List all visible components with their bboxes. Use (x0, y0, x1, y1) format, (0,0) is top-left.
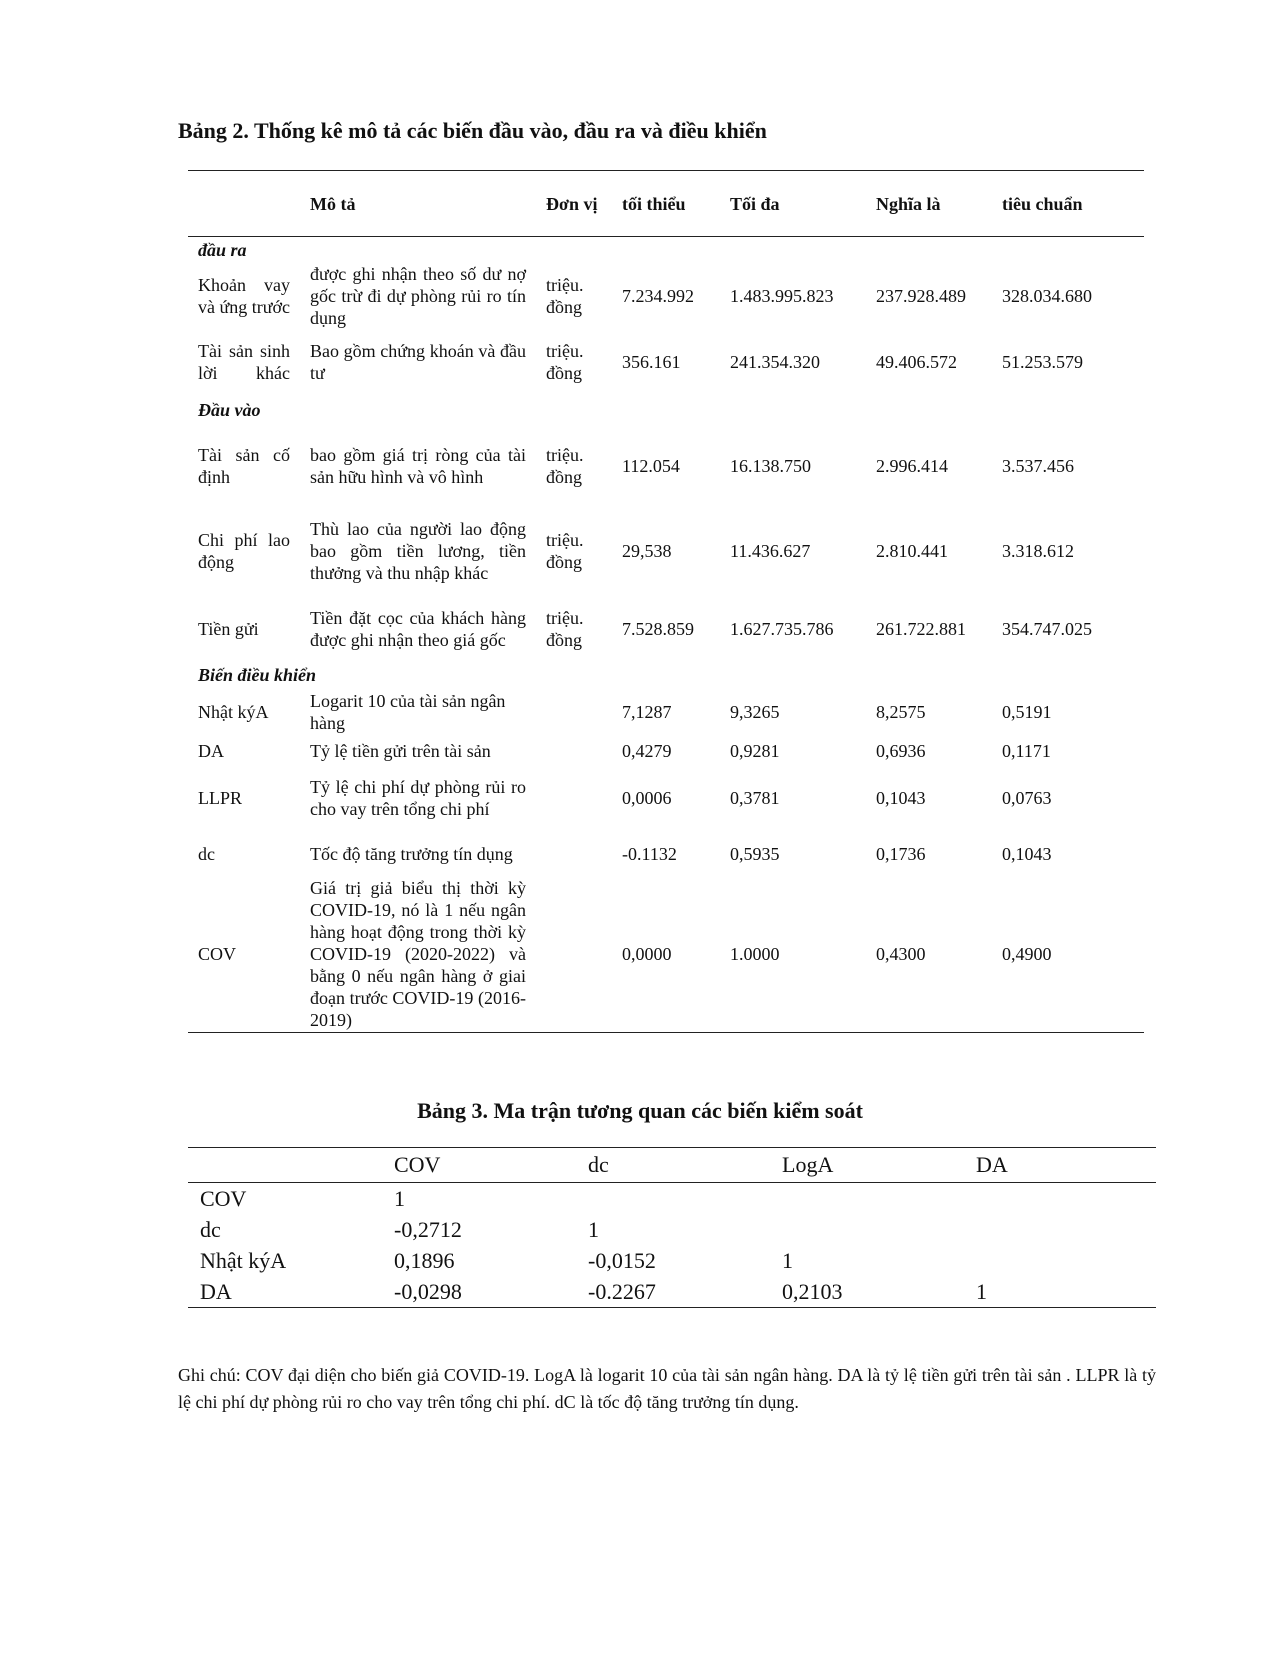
variable-name: Tiền gửi (198, 618, 259, 639)
variable-name: Tài sản cố định (198, 444, 290, 487)
value-min: 356.161 (622, 351, 681, 372)
variable-unit: triệu. đồng (546, 607, 584, 650)
variable-name: Tài sản sinh lời khác (198, 340, 290, 383)
value-mean: 49.406.572 (876, 351, 957, 372)
table3-title: Bảng 3. Ma trận tương quan các biến kiểm soát (417, 1098, 863, 1123)
table3-header-cell (188, 1148, 382, 1183)
section-label: Biến điều khiển (198, 664, 317, 685)
table-note: Ghi chú: COV đại diện cho biến giả COVID-19. LogA là logarit 10 của tài sản ngân hàng. DA là tỷ lệ tiền gửi trên tài sản . LLPR là tỷ lệ chi phí dự phòng rủi ro cho vay trên tổng chi phí. dC là tốc độ tăng trưởng tín dụng. (178, 1365, 1156, 1412)
variable-name: Khoản vay và ứng trước (198, 274, 291, 317)
value-max: 0,3781 (730, 787, 780, 808)
table-row (188, 765, 1144, 831)
value-std: 354.747.025 (1002, 618, 1092, 639)
variable-unit (536, 877, 612, 1033)
variable-name: Chi phí lao động (198, 529, 290, 572)
value-max: 241.354.320 (730, 351, 820, 372)
variable-unit: triệu. đồng (546, 444, 584, 487)
table-row (188, 1214, 1156, 1245)
correlation-cell: 1 (964, 1276, 1156, 1308)
descriptive-statistics-table (188, 170, 1144, 1033)
correlation-matrix-table (188, 1147, 1156, 1308)
value-min: 112.054 (622, 455, 680, 476)
correlation-cell (576, 1183, 770, 1215)
value-std: 0,5191 (1002, 701, 1052, 722)
table2-section-row (188, 237, 1144, 263)
row-label: DA (188, 1276, 382, 1308)
variable-unit (536, 765, 612, 831)
correlation-cell: 0,2103 (770, 1276, 964, 1308)
table3-header-cell: LogA (770, 1148, 964, 1183)
value-min: 0,0000 (612, 877, 720, 1033)
value-std: 0,0763 (1002, 787, 1052, 808)
variable-name: COV (188, 877, 300, 1033)
variable-description: được ghi nhận theo số dư nợ gốc trừ đi dự phòng rủi ro tín dụng (310, 263, 526, 328)
variable-unit: triệu. đồng (546, 340, 584, 383)
variable-description: Tỷ lệ chi phí dự phòng rủi ro cho vay trên tổng chi phí (310, 776, 526, 819)
value-min: 7,1287 (622, 701, 672, 722)
value-min: 0,0006 (622, 787, 672, 808)
variable-description: Thù lao của người lao động bao gồm tiền lương, tiền thưởng và thu nhập khác (310, 518, 526, 583)
value-mean: 0,1043 (876, 787, 926, 808)
value-mean: 0,6936 (876, 740, 926, 761)
value-max: 1.627.735.786 (730, 618, 834, 639)
table2-header-cell: Nghĩa là (866, 171, 992, 237)
variable-description: Tiền đặt cọc của khách hàng được ghi nhận theo giá gốc (310, 607, 526, 650)
table-row (188, 737, 1144, 765)
value-std: 3.537.456 (1002, 455, 1074, 476)
table2-title: Bảng 2. Thống kê mô tả các biến đầu vào, đầu ra và điều khiển (178, 118, 767, 143)
correlation-cell: 1 (588, 1217, 599, 1242)
variable-description: Tỷ lệ tiền gửi trên tài sản (310, 740, 491, 761)
table2-header-cell: tối thiểu (612, 171, 720, 237)
value-mean: 0,4300 (866, 877, 992, 1033)
value-std: 328.034.680 (1002, 285, 1092, 306)
row-label: dc (200, 1217, 221, 1242)
value-max: 0,5935 (730, 843, 780, 864)
variable-unit: triệu. đồng (546, 274, 584, 317)
table2-header-row (188, 171, 1144, 237)
variable-unit (536, 687, 612, 737)
value-std: 3.318.612 (1002, 540, 1074, 561)
variable-unit (536, 737, 612, 765)
table-row (188, 595, 1144, 663)
variable-description: Giá trị giả biểu thị thời kỳ COVID-19, nó là 1 nếu ngân hàng hoạt động trong thời kỳ COVID-19 (2020-2022) và bằng 0 nếu ngân hàng ở giai đoạn trước COVID-19 (2016-2019) (300, 877, 536, 1033)
value-mean: 261.722.881 (876, 618, 966, 639)
correlation-cell: 1 (394, 1186, 405, 1211)
table2-header-cell: tiêu chuẩn (992, 171, 1144, 237)
value-max: 1.0000 (720, 877, 866, 1033)
value-max: 0,9281 (730, 740, 780, 761)
value-min: 29,538 (622, 540, 672, 561)
value-min: 0,4279 (622, 740, 672, 761)
table-row (188, 831, 1144, 877)
value-std: 0,1171 (1002, 740, 1051, 761)
value-mean: 0,1736 (876, 843, 926, 864)
table-row (188, 329, 1144, 395)
correlation-cell: 0,1896 (394, 1248, 455, 1273)
value-min: 7.528.859 (622, 618, 694, 639)
correlation-cell: -0.2267 (576, 1276, 770, 1308)
correlation-cell (964, 1183, 1156, 1215)
section-label: đầu ra (198, 239, 247, 260)
table3-header-cell: DA (964, 1148, 1156, 1183)
correlation-cell: 1 (782, 1248, 793, 1273)
variable-description: Bao gồm chứng khoán và đầu tư (310, 340, 526, 383)
variable-unit: triệu. đồng (546, 529, 584, 572)
table3-header-cell: dc (576, 1148, 770, 1183)
table3-header-cell: COV (382, 1148, 576, 1183)
table-row (188, 1183, 1156, 1215)
correlation-cell (770, 1183, 964, 1215)
table2-section-row (188, 395, 1144, 425)
variable-name: Nhật kýA (198, 701, 269, 722)
correlation-cell: -0,0298 (382, 1276, 576, 1308)
table-row (188, 507, 1144, 595)
variable-name: dc (198, 843, 215, 864)
value-max: 1.483.995.823 (730, 285, 834, 306)
value-max: 16.138.750 (730, 455, 811, 476)
value-min: 7.234.992 (622, 285, 694, 306)
value-mean: 2.996.414 (876, 455, 948, 476)
value-std: 51.253.579 (1002, 351, 1083, 372)
correlation-cell: -0,0152 (588, 1248, 656, 1273)
value-mean: 2.810.441 (876, 540, 948, 561)
table2-header-cell: Mô tả (300, 171, 536, 237)
variable-description: bao gồm giá trị ròng của tài sản hữu hình và vô hình (310, 444, 526, 487)
value-std: 0,1043 (1002, 843, 1052, 864)
value-max: 11.436.627 (730, 540, 811, 561)
table-row (188, 263, 1144, 329)
correlation-cell: -0,2712 (394, 1217, 462, 1242)
variable-name: DA (198, 740, 224, 761)
correlation-cell (770, 1214, 964, 1245)
table2-header-cell: Tối đa (720, 171, 866, 237)
value-std: 0,4900 (992, 877, 1144, 1033)
value-mean: 8,2575 (876, 701, 926, 722)
value-min: -0.1132 (622, 843, 677, 864)
row-label: COV (200, 1186, 247, 1211)
table2-header-cell (188, 171, 300, 237)
variable-name: LLPR (198, 787, 243, 808)
variable-unit (536, 831, 612, 877)
table3-header-row (188, 1148, 1156, 1183)
correlation-cell (964, 1245, 1156, 1276)
value-max: 9,3265 (730, 701, 780, 722)
table-row (188, 687, 1144, 737)
table-row (188, 877, 1144, 1033)
section-label: Đầu vào (198, 399, 261, 420)
table-row (188, 1245, 1156, 1276)
correlation-cell (964, 1214, 1156, 1245)
value-mean: 237.928.489 (876, 285, 966, 306)
table2-section-row (188, 663, 1144, 687)
table-row (188, 1276, 1156, 1308)
variable-description: Tốc độ tăng trưởng tín dụng (310, 843, 513, 864)
table2-header-cell: Đơn vị (536, 171, 612, 237)
row-label: Nhật kýA (200, 1248, 287, 1273)
table-row (188, 425, 1144, 507)
variable-description: Logarit 10 của tài sản ngân hàng (310, 690, 506, 733)
